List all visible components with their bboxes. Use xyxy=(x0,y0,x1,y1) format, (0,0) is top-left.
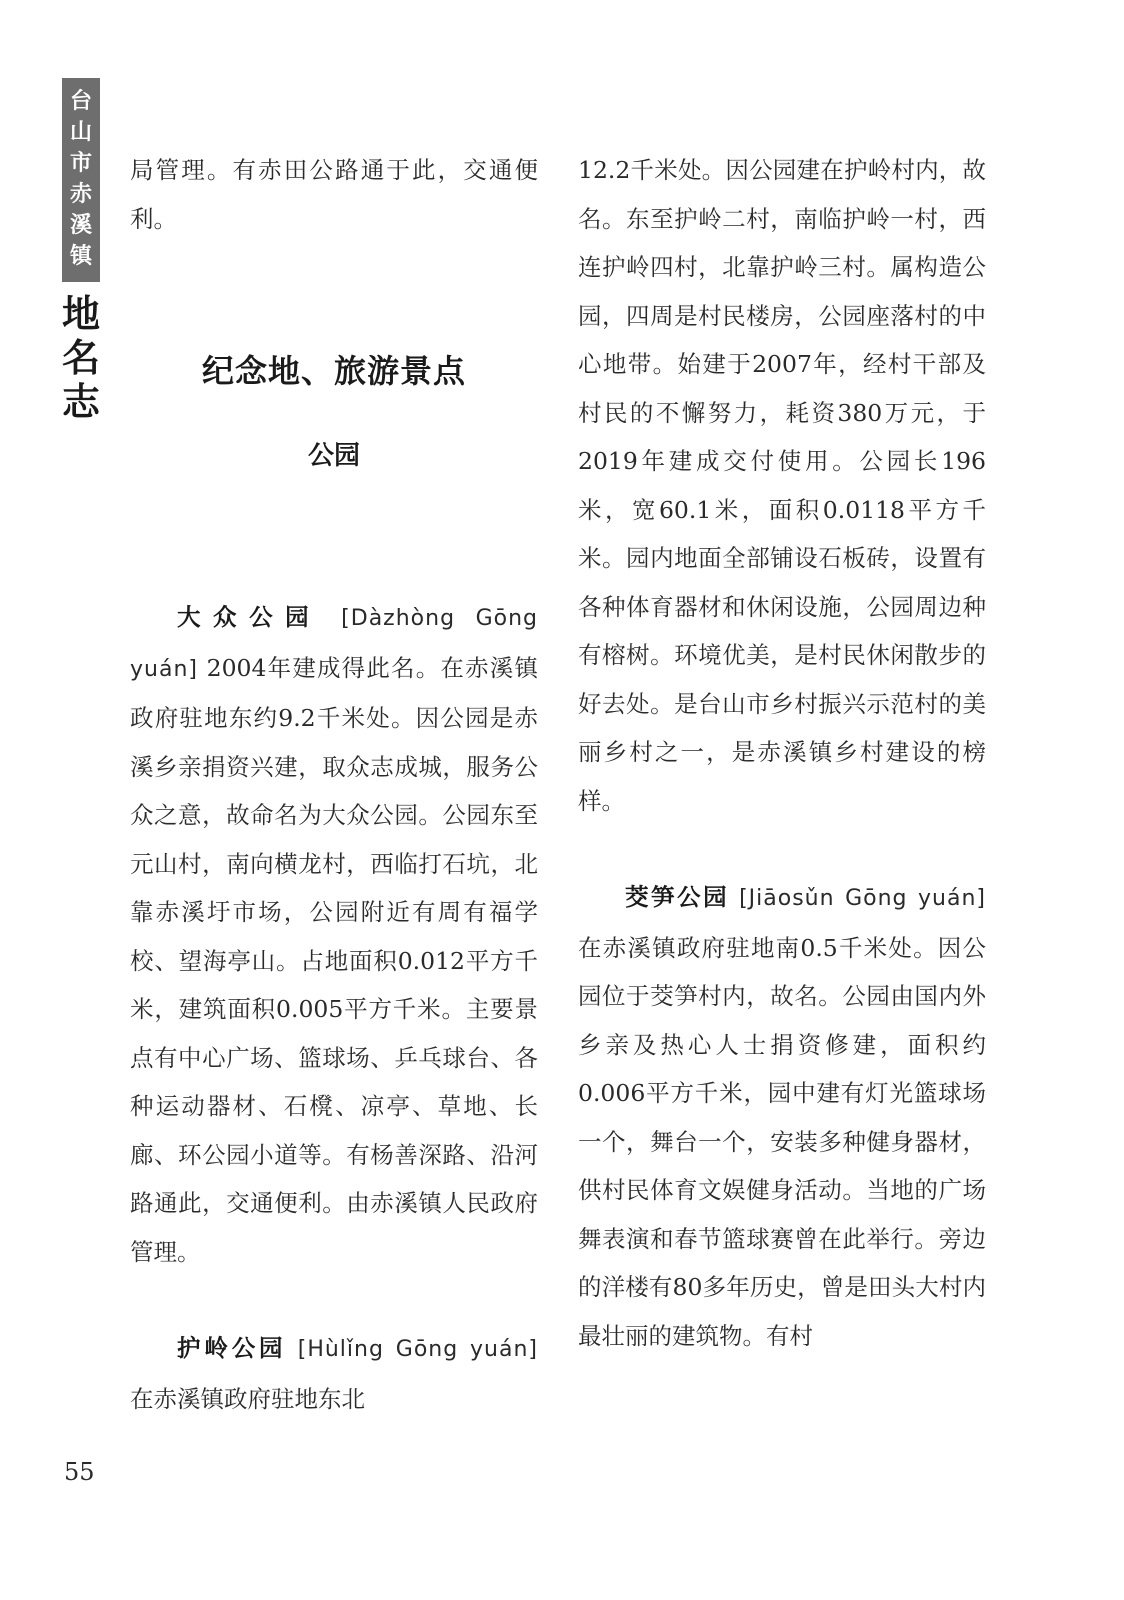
entry-dazhong-park xyxy=(130,593,538,1276)
sidebar-book-title: 地名志 xyxy=(61,292,100,424)
entry-text: 在赤溪镇政府驻地东北 xyxy=(130,1384,365,1413)
entry-name: 护岭公园 xyxy=(177,1334,287,1362)
entry-pinyin: [Dàzhòng Gōng yuán] xyxy=(130,606,538,682)
section-title: 纪念地、旅游景点 xyxy=(201,352,466,390)
entry-name: 茭笋公园 xyxy=(625,883,730,911)
sidebar-region-label: 台山市赤溪镇 xyxy=(69,88,92,269)
page-number: 55 xyxy=(64,1458,95,1486)
sidebar-region-band xyxy=(62,78,100,282)
entry-huling-park xyxy=(130,1324,538,1423)
left-column xyxy=(130,146,538,1423)
entry-pinyin: [Jiāosǔn Gōng yuán] xyxy=(739,886,986,911)
entry-text: 2004年建成得此名。在赤溪镇政府驻地东约9.2千米处。因公园是赤溪乡亲捐资兴建，取众志成城，服务公众之意，故命名为大众公园。公园东至元山村，南向横龙村，西临打石坑，北靠赤溪圩市场，公园附近有周有福学校、望海亭山。占地面积0.012平方千米，建筑面积0.005平方千米。主要景点有中心广场、篮球场、乒乓球台、各种运动器材、石櫈、凉亭、草地、长廊、环公园小道等。有杨善深路、沿河路通此，交通便利。由赤溪镇人民政府管理。 xyxy=(130,653,538,1266)
entry-name: 大众公园 xyxy=(177,603,322,631)
entry-jiaosun-park xyxy=(578,873,986,1360)
entry-text: 在赤溪镇政府驻地南0.5千米处。因公园位于茭笋村内，故名。公园由国内外乡亲及热心人士捐资修建，面积约0.006平方千米，园中建有灯光篮球场一个，舞台一个，安装多种健身器材，供村民体育文娱健身活动。当地的广场舞表演和春节篮球赛曾在此举行。旁边的洋楼有80多年历史，曾是田头大村内最壮丽的建筑物。有村 xyxy=(578,933,986,1350)
subsection-title: 公园 xyxy=(307,441,360,471)
continued-paragraph: 局管理。有赤田公路通于此，交通便利。 xyxy=(130,156,538,233)
right-column xyxy=(578,146,986,1360)
continued-paragraph: 12.2千米处。因公园建在护岭村内，故名。东至护岭二村，南临护岭一村，西连护岭四村，北靠护岭三村。属构造公园，四周是村民楼房，公园座落村的中心地带。始建于2007年，经村干部及村民的不懈努力，耗资380万元，于2019年建成交付使用。公园长196米，宽60.1米，面积0.0118平方千米。园内地面全部铺设石板砖，设置有各种体育器材和休闲设施，公园周边种有榕树。环境优美，是村民休闲散步的好去处。是台山市乡村振兴示范村的美丽乡村之一，是赤溪镇乡村建设的榜样。 xyxy=(578,156,986,815)
entry-pinyin: [Hùlǐng Gōng yuán] xyxy=(297,1337,539,1362)
